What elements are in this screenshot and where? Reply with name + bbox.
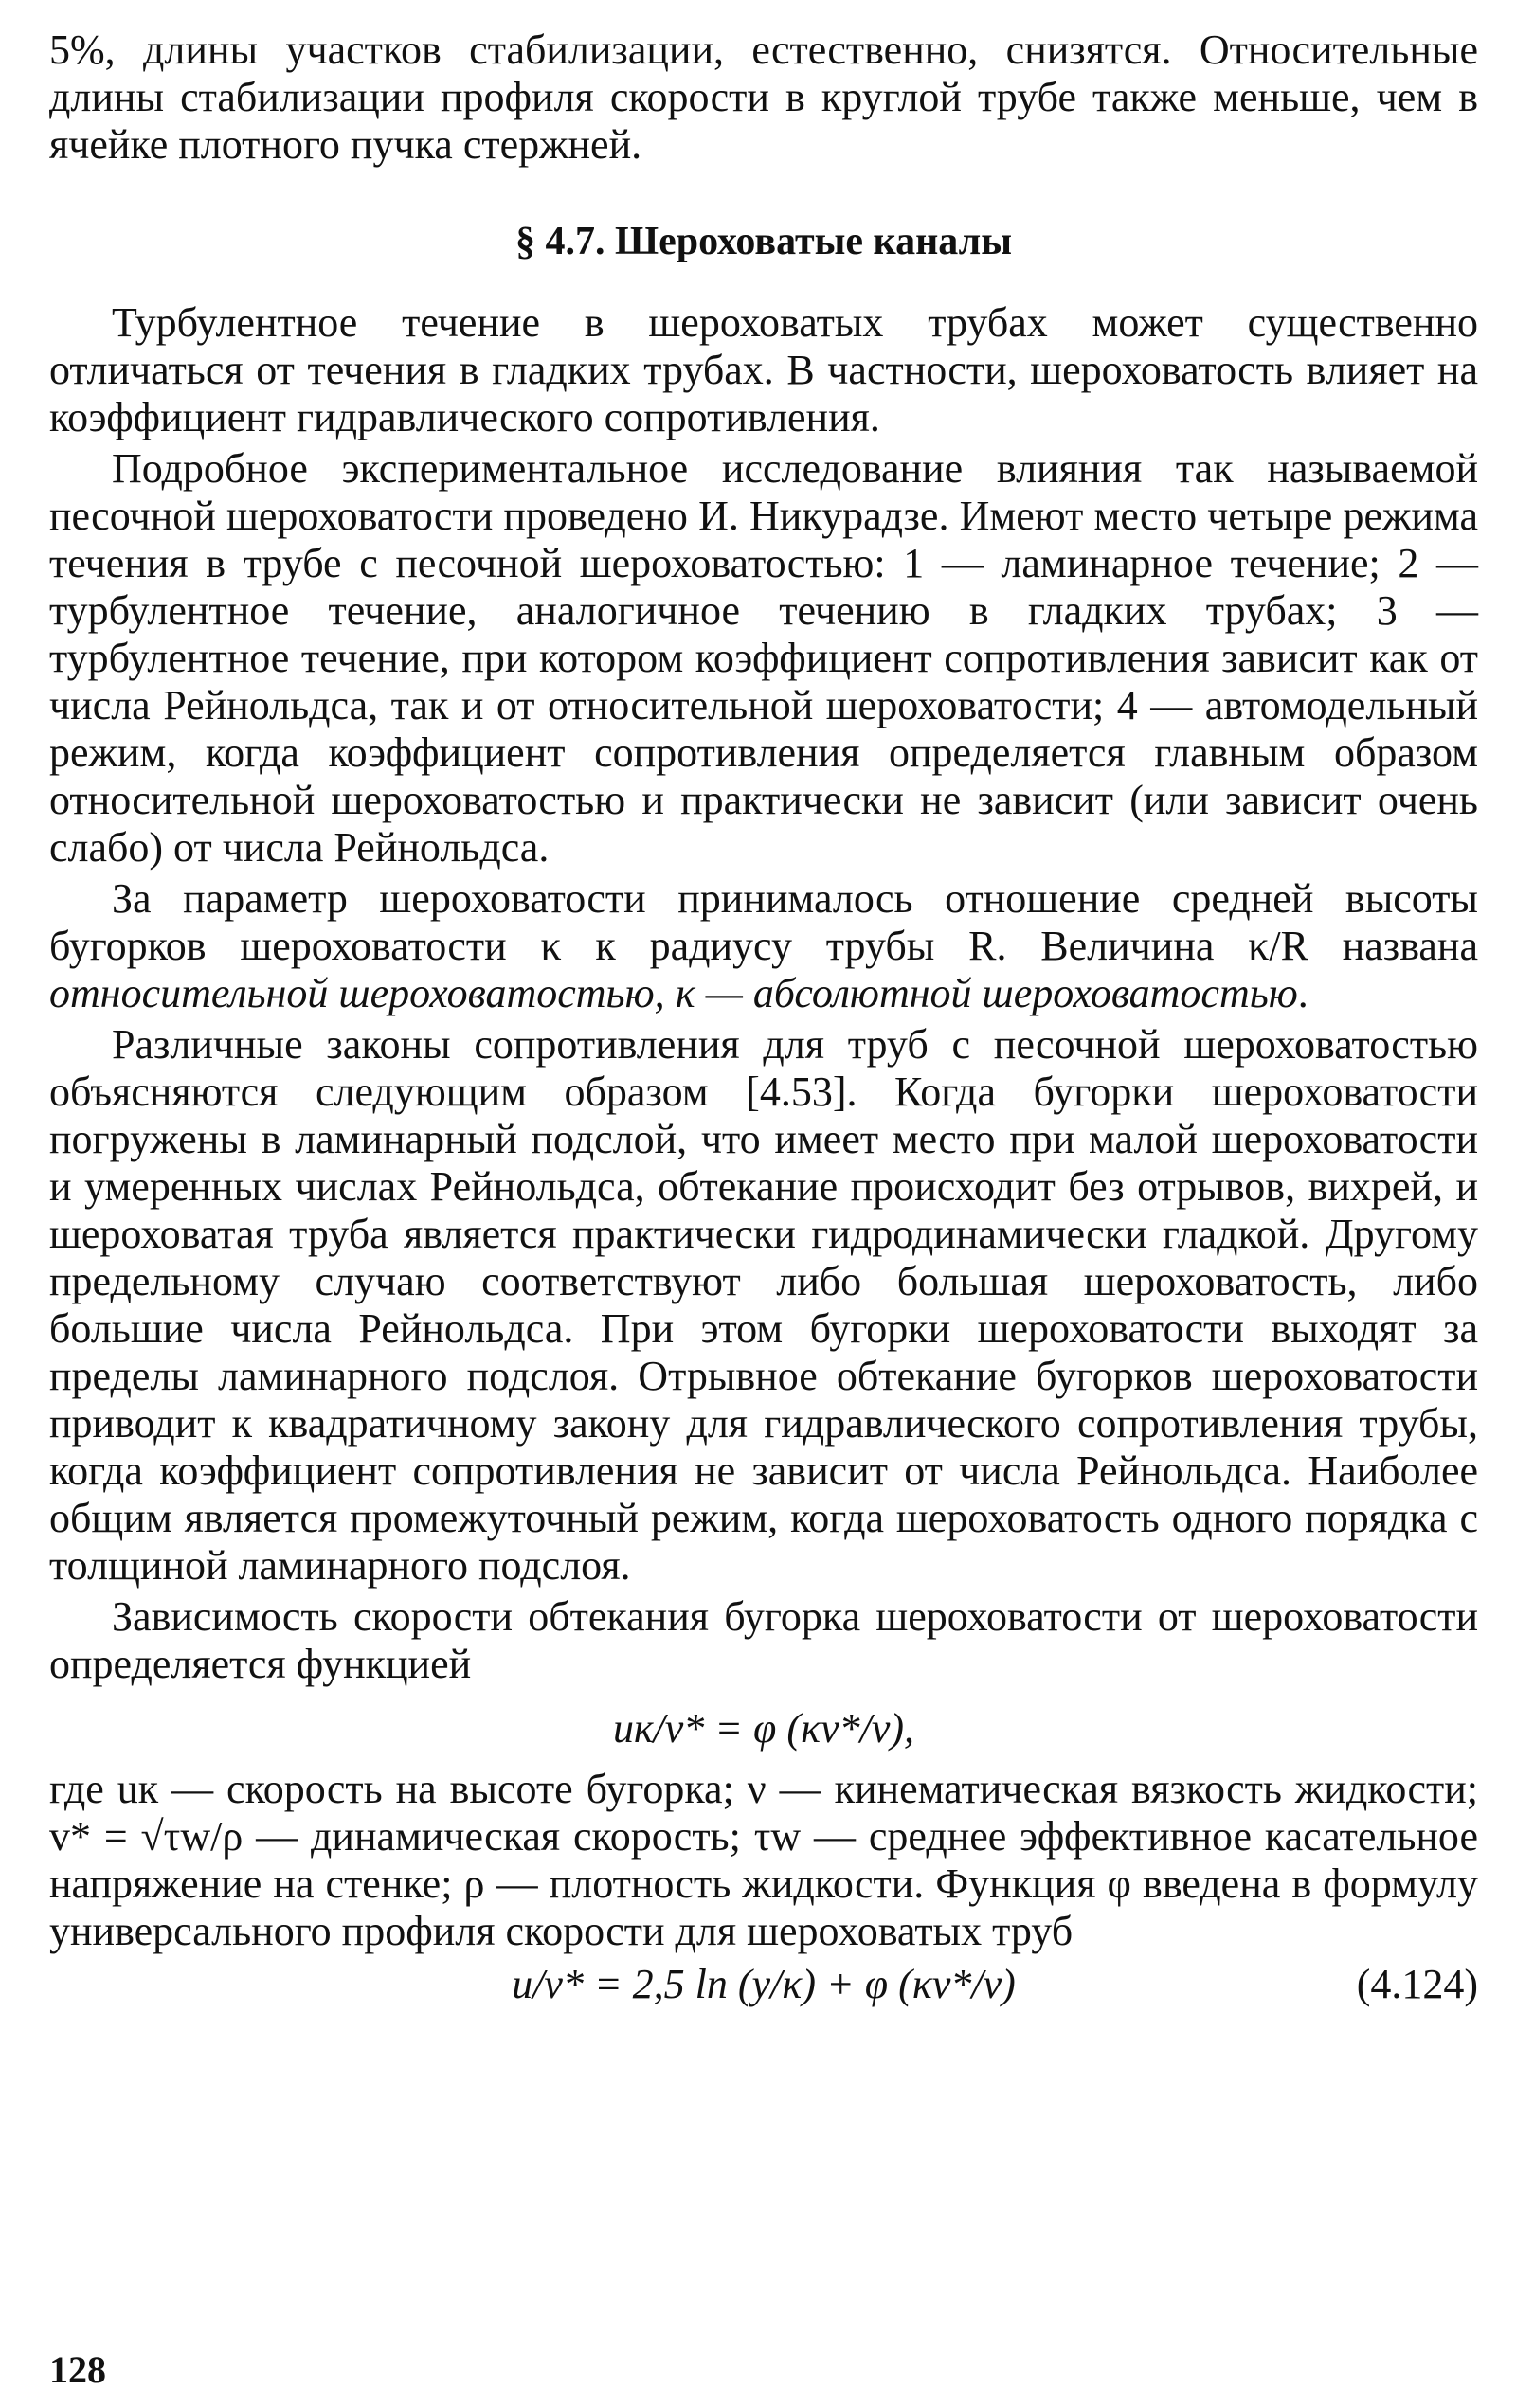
formula-1: uк/v* = φ (κv*/ν), xyxy=(612,1705,915,1752)
paragraph-2: Подробное экспериментальное исследование влияния так называемой песочной шероховатости проведено И. Никурадзе. Имеют место четыре режима течения в трубе с песочной шероховатостью: 1 — ламинарное течение; 2 — турбулентное течение, аналогичное течению в гладких трубах; 3 — турбулентное течение, при котором коэффициент сопротивления зависит как от числа Рейнольдса, так и от относительной шероховатости; 4 — автомодельный режим, когда коэффициент сопротивления определяется главным образом относительной шероховатостью и практически не зависит (или зависит очень слабо) от числа Рейнольдса. xyxy=(49,445,1478,871)
paragraph-1: Турбулентное течение в шероховатых трубах может существенно отличаться от течения в гладких трубах. В частности, шероховатость влияет на коэффициент гидравлического сопротивления. xyxy=(49,299,1478,440)
formula-2-row xyxy=(49,1961,1478,2008)
page-body xyxy=(49,27,1478,2008)
formula-2: u/v* = 2,5 ln (y/κ) + φ (κv*/ν) xyxy=(512,1961,1016,2007)
paragraph-3 xyxy=(49,875,1478,1017)
paragraph-3-italic: относительной шероховатостью, κ — абсолютной шероховатостью xyxy=(49,970,1298,1016)
paragraph-4: Различные законы сопротивления для труб с песочной шероховатостью объясняются следующим образом [4.53]. Когда бугорки шероховатости погружены в ламинарный подслой, что имеет место при малой шероховатости и умеренных числах Рейнольдса, обтекание происходит без отрывов, вихрей, и шероховатая труба является практически гидродинамически гладкой. Другому предельному случаю соответствуют либо большая шероховатость, либо большие числа Рейнольдса. При этом бугорки шероховатости выходят за пределы ламинарного подслоя. Отрывное обтекание бугорков шероховатости приводит к квадратичному закону для гидравлического сопротивления трубы, когда коэффициент сопротивления не зависит от числа Рейнольдса. Наиболее общим является промежуточный режим, когда шероховатость одного порядка с толщиной ламинарного подслоя. xyxy=(49,1021,1478,1589)
paragraph-3-text-b: . xyxy=(1297,970,1308,1016)
intro-paragraph: 5%, длины участков стабилизации, естественно, снизятся. Относительные длины стабилизации профиля скорости в круглой трубе также меньше, чем в ячейке плотного пучка стержней. xyxy=(49,27,1478,168)
equation-number: (4.124) xyxy=(1356,1961,1478,2007)
paragraph-3-text-a: За параметр шероховатости принималось отношение средней высоты бугорков шероховатости κ к радиусу трубы R. Величина κ/R названа xyxy=(49,875,1478,969)
section-heading: § 4.7. Шероховатые каналы xyxy=(514,220,1013,263)
paragraph-6: где uк — скорость на высоте бугорка; ν — кинематическая вязкость жидкости; v* = √τw/ρ — динамическая скорость; τw — среднее эффективное касательное напряжение на стенке; ρ — плотность жидкости. Функция φ введена в формулу универсального профиля скорости для шероховатых труб xyxy=(49,1766,1478,1954)
paragraph-5: Зависимость скорости обтекания бугорка шероховатости от шероховатости определяется функцией xyxy=(49,1593,1478,1687)
page-number: 128 xyxy=(49,2348,106,2391)
